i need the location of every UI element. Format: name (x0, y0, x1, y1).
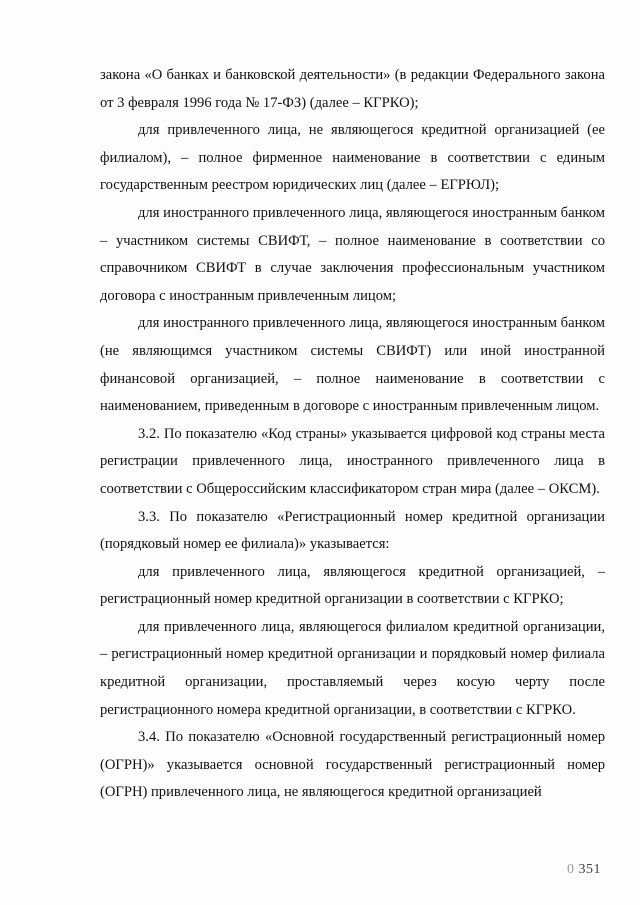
page-number-stamp (567, 862, 601, 878)
paragraph-credit-org-branch: для привлеченного лица, являющегося филиалом кредитной организации, – регистрационный номер кредитной организации и порядковый номер филиала кредитной организации, проставляемый через косую черту после регистрационного номера кредитной организации, в соответствии с КГРКО. (100, 618, 605, 718)
page-stamp-faint: 0 (567, 862, 579, 877)
paragraph-credit-org: для привлеченного лица, являющегося кредитной организацией, – регистрационный номер кредитной организации в соответствии с КГРКО; (100, 563, 605, 608)
paragraph-non-credit-org: для привлеченного лица, не являющегося кредитной организацией (ее филиалом), – полное фирменное наименование в соответствии с единым государственным реестром юридических лиц (далее – ЕГРЮЛ); (100, 122, 605, 194)
paragraph-kgrko-definition: закона «О банках и банковской деятельности» (в редакции Федерального закона от 3 февраля 1996 года № 17-ФЗ) (далее – КГРКО); (100, 67, 605, 111)
paragraph-swift-participant: для иностранного привлеченного лица, являющегося иностранным банком – участником системы СВИФТ, – полное наименование в соответствии со справочником СВИФТ в случае заключения профессиональным участником договора с иностранным привлеченным лицом; (100, 204, 605, 304)
paragraph-3-3-registration-number: 3.3. По показателю «Регистрационный номер кредитной организации (порядковый номер ее филиала)» указывается: (100, 508, 605, 553)
document-body (100, 62, 605, 807)
paragraph-3-2-country-code: 3.2. По показателю «Код страны» указывается цифровой код страны места регистрации привлеченного лица, иностранного привлеченного лица в соответствии с Общероссийским классификатором стран мира (далее – ОКСМ). (100, 425, 605, 497)
paragraph-3-4-ogrn: 3.4. По показателю «Основной государственный регистрационный номер (ОГРН)» указывается основной государственный регистрационный номер (ОГРН) привлеченного лица, не являющегося кредитной организацией (100, 729, 605, 801)
page-stamp-number: 351 (578, 862, 601, 877)
paragraph-non-swift-foreign: для иностранного привлеченного лица, являющегося иностранным банком (не являющимся участником системы СВИФТ) или иной иностранной финансовой организацией, – полное наименование в соответствии с наименованием, приведенным в договоре с иностранным привлеченным лицом. (100, 315, 605, 415)
